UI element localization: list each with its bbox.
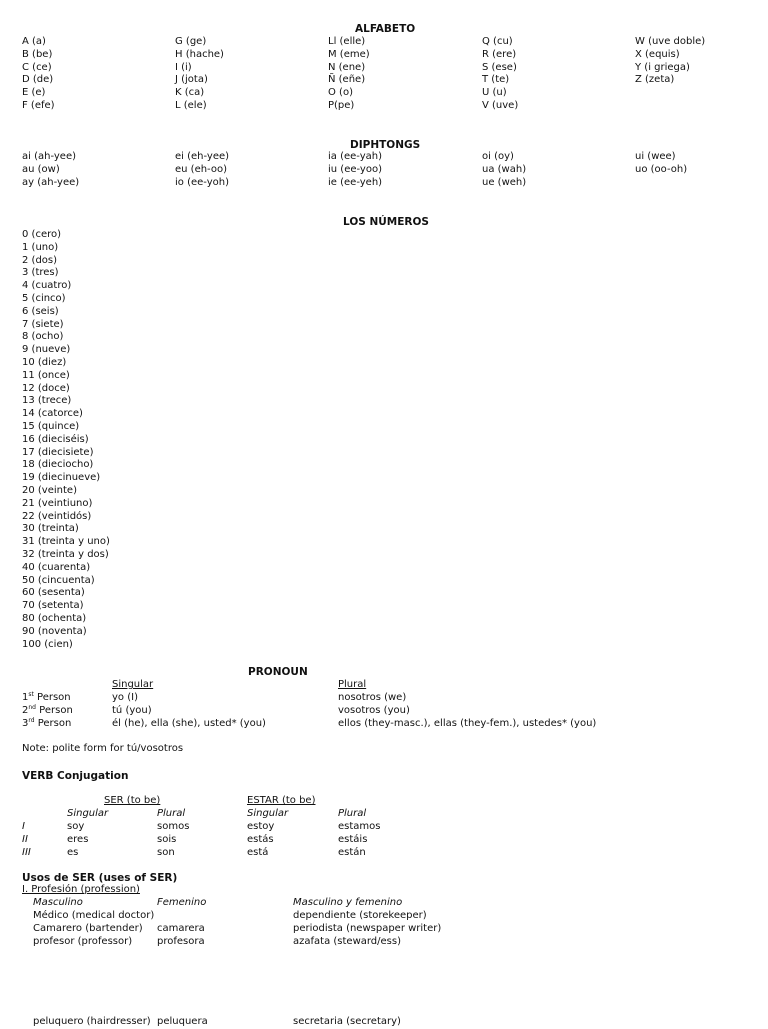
verb-cell: estás (247, 834, 274, 845)
list-item: 18 (dieciocho) (22, 459, 94, 471)
list-item: ie (ee-yeh) (328, 176, 383, 188)
list-item: 70 (setenta) (22, 600, 84, 612)
list-item: ui (wee) (635, 151, 676, 162)
list-item: Q (cu) (482, 36, 513, 47)
list-item: 31 (treinta y uno) (22, 536, 110, 548)
list-item: X (equis) (635, 48, 680, 60)
list-item: O (o) (328, 87, 353, 99)
pronoun-singular-header: Singular (112, 679, 154, 690)
usos-cell: peluquero (hairdresser) (33, 1016, 151, 1027)
list-item: R (ere) (482, 48, 517, 60)
list-item: T (te) (482, 74, 510, 86)
pronoun-row-2-singular: tú (you) (112, 705, 152, 716)
diphtongs-title: DIPHTONGS (350, 139, 421, 151)
verb-cell: estáis (338, 834, 368, 845)
verb-ser-plural: Plural (157, 808, 186, 819)
verb-estar-header: ESTAR (to be) (247, 795, 316, 806)
list-item: oi (oy) (482, 151, 514, 162)
list-item: N (ene) (328, 61, 366, 73)
list-item: 2 (dos) (22, 254, 58, 266)
list-item: E (e) (22, 87, 46, 99)
list-item: 100 (cien) (22, 638, 73, 650)
list-item: K (ca) (175, 87, 205, 99)
list-item: ai (ah-yee) (22, 151, 77, 162)
list-item: 90 (noventa) (22, 625, 87, 637)
pronoun-row-2-person: 2nd Person (22, 704, 73, 716)
usos-cell: azafata (steward/ess) (293, 936, 401, 947)
pronoun-row-3-person: 3rd Person (22, 717, 72, 729)
verb-person: I (22, 821, 25, 832)
alfabeto-title: ALFABETO (355, 23, 416, 35)
alfabeto-col-2 (175, 36, 224, 113)
list-item: 17 (diecisiete) (22, 446, 94, 458)
verb-ser-header: SER (to be) (104, 795, 161, 806)
list-item: eu (eh-oo) (175, 163, 227, 175)
diphtongs-col-4 (482, 151, 526, 189)
list-item: ei (eh-yee) (175, 151, 230, 162)
usos-cell: secretaria (secretary) (293, 1016, 401, 1027)
list-item: 80 (ochenta) (22, 612, 87, 624)
usos-subtitle: I. Profesión (profession) (22, 884, 140, 895)
list-item: V (uve) (482, 99, 519, 111)
verb-cell: son (157, 847, 175, 858)
list-item: U (u) (482, 87, 507, 99)
list-item: 15 (quince) (22, 420, 80, 432)
list-item: iu (ee-yoo) (328, 163, 382, 175)
diphtongs-col-5 (635, 151, 687, 177)
alfabeto-col-3 (328, 36, 370, 113)
list-item: 6 (seis) (22, 305, 59, 317)
list-item: G (ge) (175, 36, 207, 47)
list-item: 3 (tres) (22, 267, 59, 279)
list-item: Ñ (eñe) (328, 74, 366, 86)
usos-cell: profesor (professor) (33, 936, 133, 947)
list-item: 0 (cero) (22, 229, 62, 240)
usos-title: Usos de SER (uses of SER) (22, 872, 178, 884)
list-item: F (efe) (22, 99, 55, 111)
alfabeto-col-1 (22, 36, 55, 113)
verb-estar-singular: Singular (247, 808, 289, 819)
list-item: 10 (diez) (22, 356, 67, 368)
list-item: 12 (doce) (22, 382, 70, 394)
verb-cell: es (67, 847, 79, 858)
list-item: W (uve doble) (635, 36, 706, 47)
list-item: D (de) (22, 74, 54, 86)
verb-person: II (22, 834, 28, 845)
diphtongs-col-2 (175, 151, 229, 189)
list-item: 20 (veinte) (22, 484, 77, 496)
numeros-title: LOS NÚMEROS (343, 216, 429, 228)
list-item: 19 (diecinueve) (22, 472, 101, 484)
pronoun-row-1-singular: yo (I) (112, 692, 138, 703)
pronoun-row-3-plural: ellos (they-masc.), ellas (they-fem.), ustedes* (you) (338, 718, 597, 729)
verb-estar-plural: Plural (338, 808, 367, 819)
list-item: I (i) (175, 61, 192, 73)
list-item: 60 (sesenta) (22, 587, 85, 599)
list-item: 30 (treinta) (22, 523, 79, 535)
pronoun-title: PRONOUN (248, 666, 308, 678)
list-item: 13 (trece) (22, 395, 72, 407)
usos-both-header: Masculino y femenino (293, 897, 403, 908)
list-item: L (ele) (175, 99, 207, 111)
usos-cell: Camarero (bartender) (33, 923, 143, 934)
pronoun-row-2-plural: vosotros (you) (338, 705, 410, 716)
alfabeto-col-4 (482, 36, 518, 113)
verb-cell: sois (157, 834, 177, 845)
list-item: 40 (cuarenta) (22, 561, 91, 573)
list-item: H (hache) (175, 48, 224, 60)
list-item: S (ese) (482, 61, 517, 73)
list-item: io (ee-yoh) (175, 176, 229, 188)
list-item: ua (wah) (482, 163, 527, 175)
list-item: ay (ah-yee) (22, 176, 80, 188)
verb-person: III (22, 847, 31, 858)
usos-masc-header: Masculino (33, 897, 83, 908)
list-item: Y (i griega) (635, 61, 690, 73)
alfabeto-col-5 (635, 36, 705, 87)
list-item: 5 (cinco) (22, 292, 66, 304)
list-item: 8 (ocho) (22, 331, 64, 343)
list-item: 22 (veintidós) (22, 510, 92, 522)
list-item: 9 (nueve) (22, 344, 71, 356)
list-item: au (ow) (22, 163, 60, 175)
diphtongs-col-3 (328, 151, 382, 189)
list-item: Ll (elle) (328, 36, 366, 47)
pronoun-row-1-person: 1st Person (22, 691, 71, 703)
usos-cell: camarera (157, 923, 205, 934)
verb-cell: está (247, 847, 269, 858)
list-item: B (be) (22, 48, 53, 60)
list-item: uo (oo-oh) (635, 163, 688, 175)
list-item: J (jota) (175, 74, 208, 86)
list-item: P(pe) (328, 99, 355, 111)
verb-cell: eres (67, 834, 89, 845)
list-item: C (ce) (22, 61, 52, 73)
verb-title: VERB Conjugation (22, 770, 129, 782)
pronoun-note: Note: polite form for tú/vosotros (22, 743, 184, 754)
list-item: 7 (siete) (22, 318, 64, 330)
verb-cell: somos (157, 821, 190, 832)
verb-ser-singular: Singular (67, 808, 109, 819)
list-item: ue (weh) (482, 176, 527, 188)
list-item: 32 (treinta y dos) (22, 548, 109, 560)
usos-cell: profesora (157, 936, 205, 947)
list-item: 14 (catorce) (22, 408, 83, 420)
list-item: Z (zeta) (635, 74, 675, 86)
list-item: 1 (uno) (22, 241, 59, 253)
usos-cell: peluquera (157, 1016, 208, 1027)
usos-cell: dependiente (storekeeper) (293, 910, 427, 921)
list-item: A (a) (22, 36, 46, 47)
list-item: ia (ee-yah) (328, 151, 383, 162)
usos-fem-header: Femenino (157, 897, 207, 908)
pronoun-row-3-singular: él (he), ella (she), usted* (you) (112, 718, 266, 729)
verb-cell: estamos (338, 821, 381, 832)
list-item: 50 (cincuenta) (22, 574, 95, 586)
list-item: 21 (veintiuno) (22, 497, 93, 509)
usos-cell: periodista (newspaper writer) (293, 923, 442, 934)
pronoun-plural-header: Plural (338, 679, 367, 690)
list-item: M (eme) (328, 48, 370, 60)
verb-cell: soy (67, 821, 85, 832)
usos-cell: Médico (medical doctor) (33, 910, 155, 921)
diphtongs-col-1 (22, 151, 79, 189)
verb-cell: estoy (247, 821, 275, 832)
list-item: 11 (once) (22, 369, 70, 381)
list-item: 4 (cuatro) (22, 280, 72, 292)
verb-cell: están (338, 847, 366, 858)
pronoun-row-1-plural: nosotros (we) (338, 692, 407, 703)
list-item: 16 (dieciséis) (22, 433, 89, 445)
numeros-list (22, 229, 110, 651)
